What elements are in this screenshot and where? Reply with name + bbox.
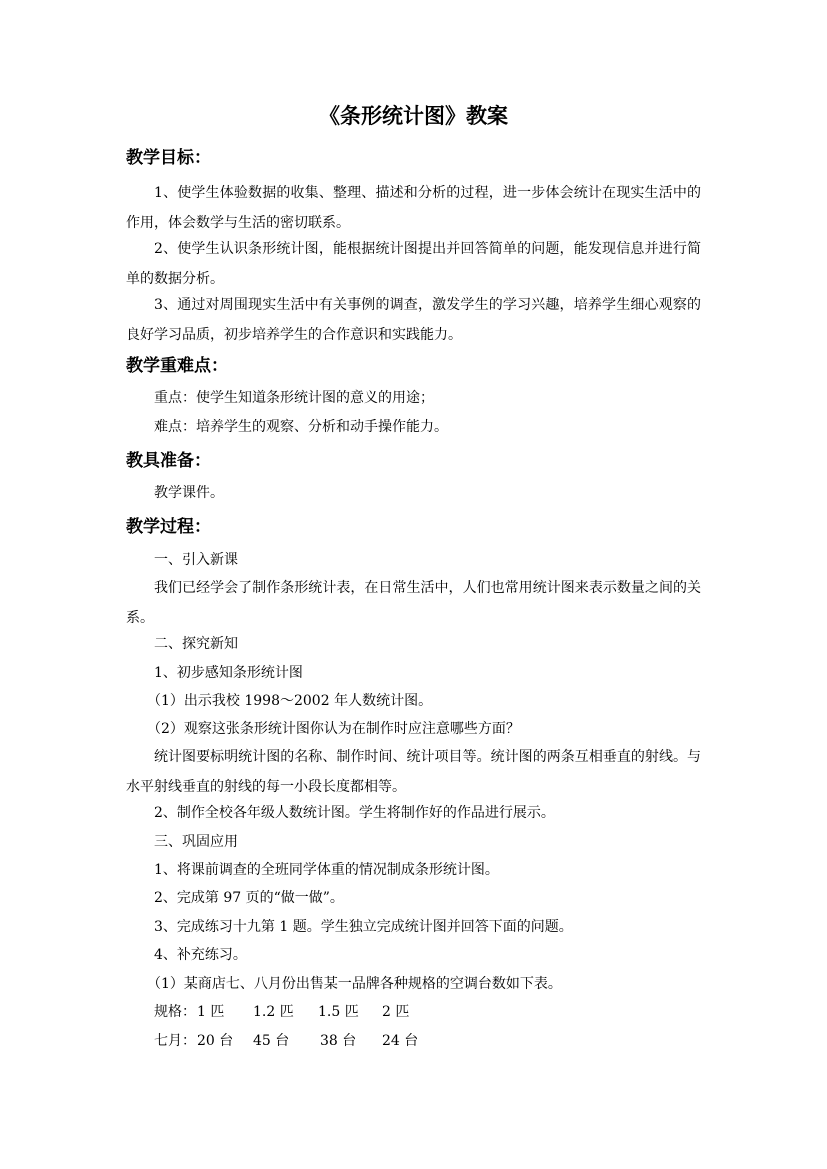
key-point: 重点：使学生知道条形统计图的意义的用途； (154, 390, 434, 406)
process-p2: 我们已经学会了制作条形统计表，在日常生活中，人们也常用统计图来表示数量之间的关系。 (126, 580, 701, 626)
process-p7: 统计图要标明统计图的名称、制作时间、统计项目等。统计图的两条互相垂直的射线。与水平射线垂直的射线的每一小段长度都相等。 (126, 749, 701, 795)
process-p3: 二、探究新知 (154, 636, 238, 652)
july-cell: 24 台 (382, 1033, 419, 1049)
process-p5: （1）出示我校 1998～2002 年人数统计图。 (147, 693, 433, 709)
process-p13: 4、补充练习。 (154, 947, 247, 963)
process-p1: 一、引入新课 (154, 552, 238, 568)
process-p11: 2、完成第 97 页的“做一做”。 (154, 890, 344, 906)
july-cell: 38 台 (320, 1033, 357, 1049)
document-title: 《条形统计图》教案 (319, 104, 508, 128)
process-p9: 三、巩固应用 (154, 834, 238, 850)
spec-cell: 1 匹 (197, 1004, 225, 1020)
tools-text: 教学课件。 (154, 485, 224, 501)
july-cell: 20 台 (197, 1033, 234, 1049)
process-p12: 3、完成练习十九第 1 题。学生独立完成统计图并回答下面的问题。 (154, 919, 573, 935)
spec-cell: 2 匹 (382, 1004, 410, 1020)
spec-cell: 1.2 匹 (253, 1004, 294, 1020)
goal-2: 2、使学生认识条形统计图，能根据统计图提出并回答简单的问题，能发现信息并进行简单的数据分析。 (126, 241, 701, 287)
goal-3: 3、通过对周围现实生活中有关事例的调查，激发学生的学习兴趣，培养学生细心观察的良好学习品质，初步培养学生的合作意识和实践能力。 (126, 297, 701, 343)
july-cell: 45 台 (253, 1033, 290, 1049)
process-p4: 1、初步感知条形统计图 (154, 665, 303, 681)
process-p6: （2）观察这张条形统计图你认为在制作时应注意哪些方面？ (147, 721, 520, 737)
spec-label: 规格： (154, 1004, 196, 1020)
process-p10: 1、将课前调查的全班同学体重的情况制成条形统计图。 (154, 862, 499, 878)
difficult-point: 难点：培养学生的观察、分析和动手操作能力。 (154, 419, 448, 435)
process-p8: 2、制作全校各年级人数统计图。学生将制作好的作品进行展示。 (154, 805, 555, 821)
goals-heading: 教学目标： (126, 148, 211, 168)
key-heading: 教学重难点： (126, 356, 228, 376)
goal-1: 1、使学生体验数据的收集、整理、描述和分析的过程，进一步体会统计在现实生活中的作用，体会数学与生活的密切联系。 (126, 185, 701, 231)
process-p14: （1）某商店七、八月份出售某一品牌各种规格的空调台数如下表。 (147, 976, 562, 992)
july-label: 七月： (154, 1033, 196, 1049)
tools-heading: 教具准备： (126, 451, 211, 471)
spec-cell: 1.5 匹 (318, 1004, 359, 1020)
process-heading: 教学过程： (126, 517, 211, 537)
